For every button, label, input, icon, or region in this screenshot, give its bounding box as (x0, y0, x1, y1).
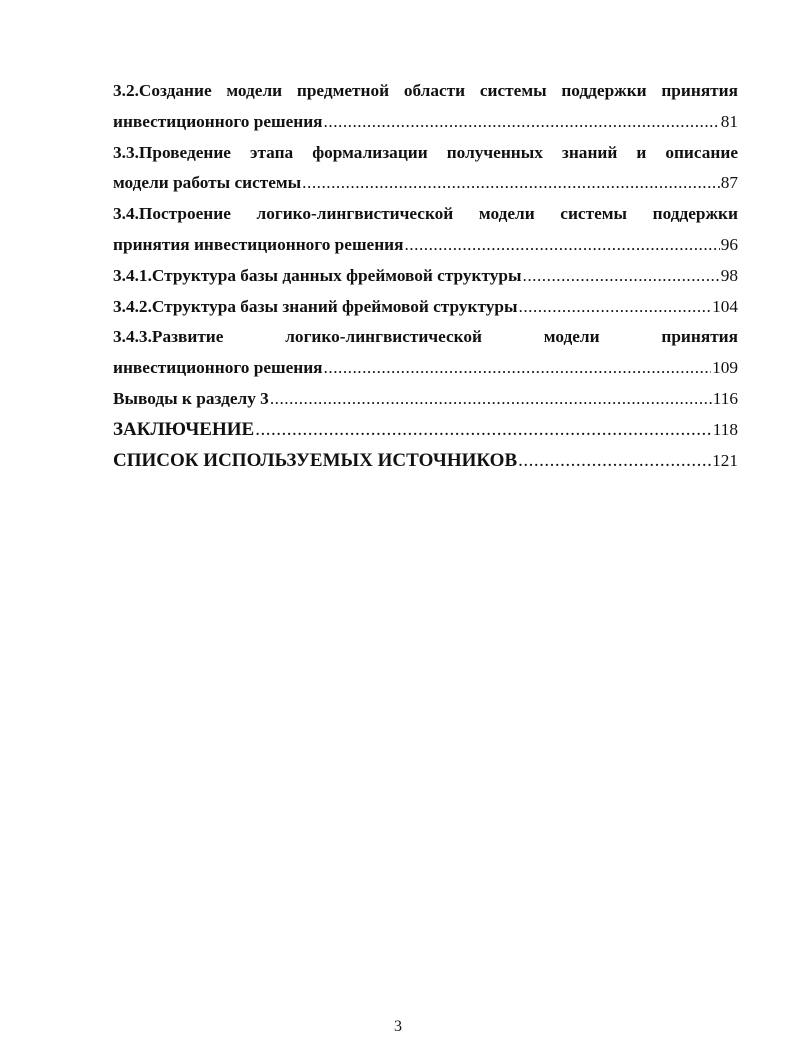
toc-entry-title: ЗАКЛЮЧЕНИЕ (113, 418, 255, 440)
word: поддержки (561, 81, 647, 100)
word: формализации (312, 142, 428, 162)
word: и (636, 142, 647, 162)
word: 3.4.3.Развитие (113, 327, 224, 347)
word: 3.3.Проведение (113, 142, 231, 162)
toc-entry-3-4-1[interactable] (113, 261, 738, 292)
dot-leader (519, 292, 712, 323)
word: предметной (296, 81, 390, 100)
toc-entry-3-3[interactable] (113, 138, 738, 200)
toc-entry-title-continued: инвестиционного решения (113, 358, 323, 378)
toc-page-number: 81 (720, 111, 738, 131)
toc-entry-leader-line (113, 168, 738, 199)
word: модели (226, 81, 283, 100)
dot-leader (404, 230, 719, 261)
dot-leader (302, 168, 720, 199)
word: модели (478, 204, 535, 224)
dot-leader (518, 446, 711, 477)
toc-entry-title-line (113, 76, 738, 107)
word: логико-лингвистической (285, 327, 482, 347)
dot-leader (270, 384, 712, 415)
word: поддержки (652, 204, 738, 224)
word: описание (665, 142, 738, 162)
toc-entry-title: 3.4.2.Структура базы знаний фреймовой структуры (113, 296, 518, 316)
word: знаний (561, 142, 618, 162)
toc-entry-conclusion[interactable] (113, 415, 738, 446)
toc-page-number: 96 (720, 234, 738, 254)
word: полученных (446, 142, 543, 162)
toc-entry-leader-line (113, 230, 738, 261)
word: 3.4.Построение (113, 204, 231, 224)
toc-page-number: 109 (712, 358, 738, 378)
toc-entry-title-line (113, 199, 738, 230)
toc-entry-title-continued: модели работы системы (113, 173, 302, 193)
dot-leader (324, 107, 720, 138)
word: модели (543, 327, 600, 347)
dot-leader (255, 415, 712, 446)
table-of-contents (113, 76, 738, 476)
word: этапа (249, 142, 294, 162)
toc-entry-leader-line (113, 107, 738, 138)
toc-entry-title: 3.4.1.Структура базы данных фреймовой структуры (113, 265, 522, 285)
toc-entry-title: СПИСОК ИСПОЛЬЗУЕМЫХ ИСТОЧНИКОВ (113, 449, 518, 471)
toc-entry-3-2[interactable] (113, 76, 738, 138)
word: системы (479, 81, 547, 100)
toc-page-number: 98 (720, 265, 738, 285)
toc-entry-title-line (113, 322, 738, 353)
word: системы (560, 204, 628, 224)
toc-entry-title-continued: инвестиционного решения (113, 111, 323, 131)
word: области (403, 81, 466, 100)
toc-page-number: 121 (712, 450, 738, 470)
toc-page-number: 104 (712, 296, 738, 316)
toc-entry-3-4[interactable] (113, 199, 738, 261)
toc-entry-references[interactable] (113, 446, 738, 477)
toc-entry-conclusions-section-3[interactable] (113, 384, 738, 415)
toc-entry-3-4-2[interactable] (113, 292, 738, 323)
word: 3.2.Создание (113, 81, 212, 100)
toc-page-number: 87 (720, 173, 738, 193)
toc-entry-leader-line (113, 353, 738, 384)
toc-entry-title-continued: принятия инвестиционного решения (113, 234, 404, 254)
word: логико-лингвистической (256, 204, 454, 224)
toc-entry-title: Выводы к разделу 3 (113, 388, 269, 408)
word: принятия (661, 327, 738, 347)
toc-page-number: 118 (712, 419, 738, 439)
toc-page-number: 116 (712, 388, 738, 408)
toc-entry-title-line (113, 138, 738, 169)
page-number: 3 (394, 1018, 402, 1035)
dot-leader (523, 261, 720, 292)
dot-leader (324, 353, 712, 384)
toc-entry-3-4-3[interactable] (113, 322, 738, 384)
word: принятия (661, 81, 738, 100)
